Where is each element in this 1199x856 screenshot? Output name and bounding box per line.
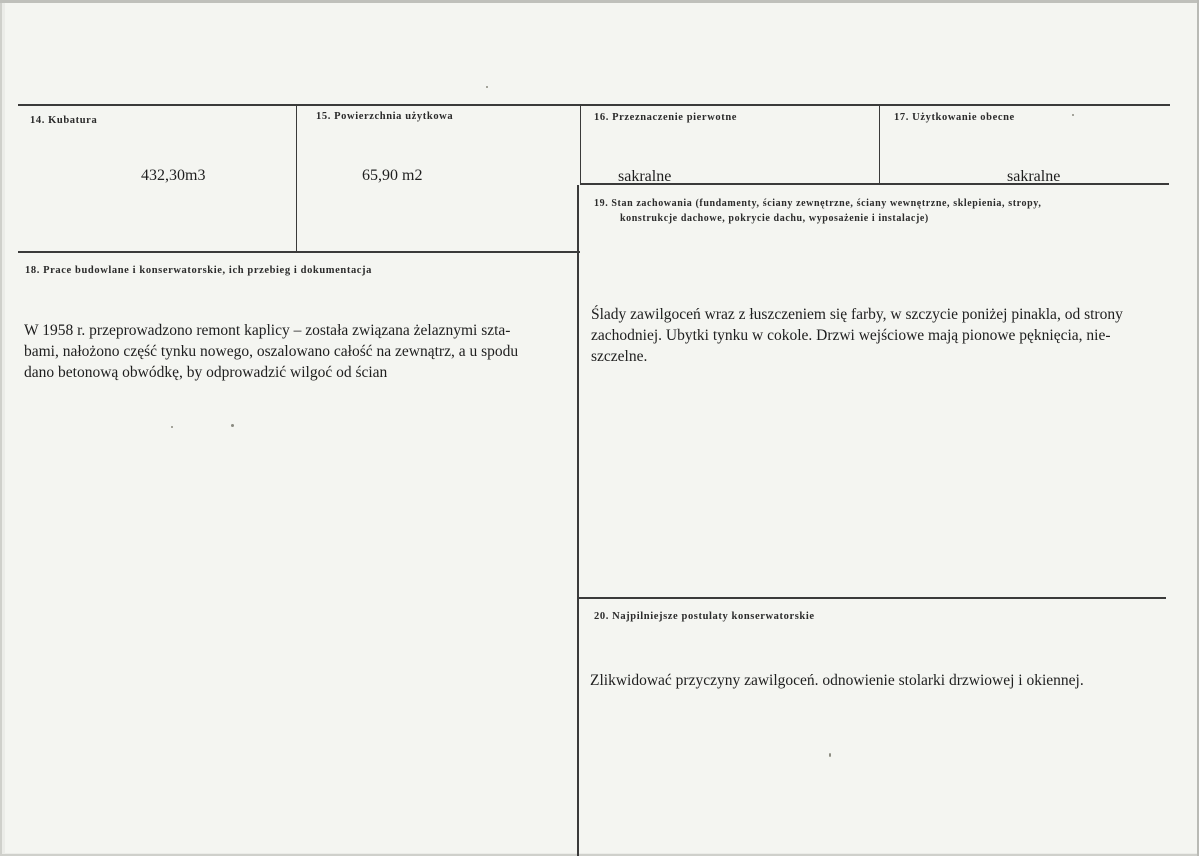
divider-14-15 [296, 104, 297, 252]
field-16-label: 16. Przeznaczenie pierwotne [594, 112, 738, 123]
field-19-line: zachodniej. Ubytki tynku w cokole. Drzwi wejściowe mają pionowe pęknięcia, nie- [591, 327, 1111, 344]
field-18-label: 18. Prace budowlane i konserwatorskie, ich przebieg i dokumentacja [25, 265, 373, 276]
rule-under-14-15 [18, 251, 580, 253]
divider-15-16 [580, 104, 581, 184]
paper-speck [231, 424, 234, 427]
field-16-value: sakralne [618, 168, 672, 185]
field-18-line: bami, nałożono część tynku nowego, oszalowano całość na zewnątrz, a u spodu [24, 343, 519, 360]
field-19-label-line: konstrukcje dachowe, pokrycie dachu, wyposażenie i instalacje) [620, 213, 929, 224]
field-17-label: 17. Użytkowanie obecne [894, 112, 1015, 123]
rule-above-20 [578, 597, 1166, 599]
top-rule-left [18, 104, 581, 106]
field-19-label-line: 19. Stan zachowania (fundamenty, ściany zewnętrzne, ściany wewnętrzne, sklepienia, stropy, [594, 198, 1042, 209]
field-18-line: dano betonową obwódkę, by odprowadzić wilgoć od ścian [24, 364, 388, 381]
field-18-line: W 1958 r. przeprowadzono remont kaplicy – została związana żelaznymi szta- [24, 322, 511, 339]
paper-speck [171, 426, 173, 428]
field-18-text [24, 320, 578, 383]
field-20-label: 20. Najpilniejsze postulaty konserwatorskie [594, 611, 815, 622]
field-19-line: Ślady zawilgoceń wraz z łuszczeniem się farby, w szczycie poniżej pinakla, od strony [591, 306, 1123, 323]
field-14-value: 432,30m3 [141, 167, 206, 184]
field-20-text: Zlikwidować przyczyny zawilgoceń. odnowienie stolarki drzwiowej i okiennej. [590, 672, 1084, 689]
field-14-label: 14. Kubatura [30, 115, 98, 126]
paper-speck [486, 86, 488, 88]
top-rule-right [581, 104, 1170, 106]
divider-16-17 [879, 104, 880, 184]
field-17-value: sakralne [1007, 168, 1061, 185]
paper-speck [829, 753, 831, 757]
field-19-label [594, 196, 1041, 226]
center-vertical-rule [577, 185, 579, 856]
field-15-value: 65,90 m2 [362, 167, 423, 184]
paper-speck [1072, 114, 1074, 116]
card-top-edge [0, 0, 1199, 3]
field-19-line: szczelne. [591, 348, 648, 365]
field-19-text [591, 304, 1171, 367]
field-15-label: 15. Powierzchnia użytkowa [316, 111, 454, 122]
